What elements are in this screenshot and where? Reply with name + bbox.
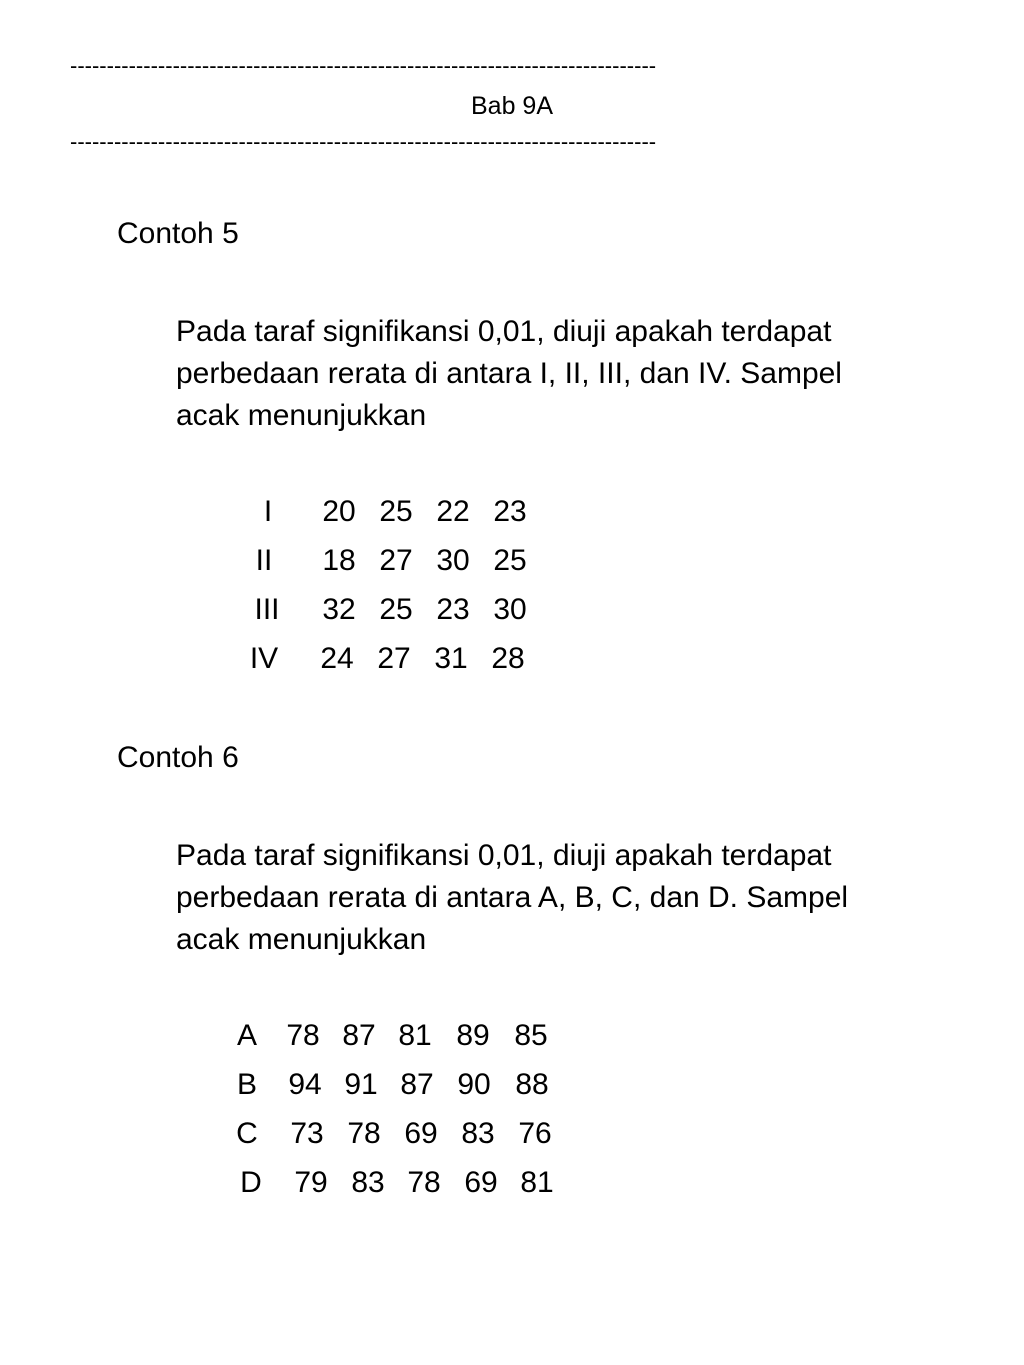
paragraph-line: acak menunjukkan xyxy=(176,923,427,956)
paragraph-line: Pada taraf signifikansi 0,01, diuji apakah terdapat xyxy=(176,839,832,872)
example-5-heading: Contoh 5 xyxy=(117,217,239,250)
data-cell: 28 xyxy=(491,642,525,675)
row-label: D xyxy=(240,1166,262,1199)
data-cell: 25 xyxy=(379,593,413,626)
data-cell: 31 xyxy=(434,642,468,675)
data-cell: 27 xyxy=(377,642,411,675)
data-row-D xyxy=(0,1163,1024,1203)
example-5-paragraph xyxy=(176,311,976,437)
data-cell: 91 xyxy=(344,1068,378,1101)
data-cell: 18 xyxy=(322,544,356,577)
data-row-I xyxy=(0,492,1024,532)
data-row-A xyxy=(0,1016,1024,1056)
data-cell: 24 xyxy=(320,642,354,675)
data-cell: 23 xyxy=(493,495,527,528)
data-cell: 89 xyxy=(456,1019,490,1052)
data-cell: 30 xyxy=(493,593,527,626)
data-row-III xyxy=(0,590,1024,630)
data-cell: 87 xyxy=(342,1019,376,1052)
data-cell: 81 xyxy=(398,1019,432,1052)
data-cell: 69 xyxy=(464,1166,498,1199)
data-cell: 23 xyxy=(436,593,470,626)
data-cell: 73 xyxy=(290,1117,324,1150)
example-6-paragraph xyxy=(176,835,976,961)
example-6-heading: Contoh 6 xyxy=(117,741,239,774)
data-cell: 78 xyxy=(407,1166,441,1199)
data-cell: 94 xyxy=(288,1068,322,1101)
data-cell: 85 xyxy=(514,1019,548,1052)
data-cell: 81 xyxy=(520,1166,554,1199)
data-cell: 30 xyxy=(436,544,470,577)
data-row-IV xyxy=(0,639,1024,679)
data-row-B xyxy=(0,1065,1024,1105)
paragraph-line: acak menunjukkan xyxy=(176,399,427,432)
data-cell: 83 xyxy=(351,1166,385,1199)
data-cell: 25 xyxy=(379,495,413,528)
row-label: B xyxy=(236,1068,257,1101)
data-cell: 78 xyxy=(347,1117,381,1150)
data-cell: 32 xyxy=(322,593,356,626)
data-cell: 90 xyxy=(457,1068,491,1101)
data-cell: 78 xyxy=(286,1019,320,1052)
data-cell: 88 xyxy=(515,1068,549,1101)
row-label: A xyxy=(236,1019,257,1052)
data-cell: 79 xyxy=(294,1166,328,1199)
bottom-dashed-rule: -------------------------------------------------------------------------------- xyxy=(70,129,657,154)
data-row-C xyxy=(0,1114,1024,1154)
paragraph-line: Pada taraf signifikansi 0,01, diuji apakah terdapat xyxy=(176,315,832,348)
data-cell: 22 xyxy=(436,495,470,528)
data-row-II xyxy=(0,541,1024,581)
data-cell: 25 xyxy=(493,544,527,577)
paragraph-line: perbedaan rerata di antara I, II, III, dan IV. Sampel xyxy=(176,357,842,390)
data-cell: 69 xyxy=(404,1117,438,1150)
top-dashed-rule: -------------------------------------------------------------------------------- xyxy=(70,53,657,78)
paragraph-line: perbedaan rerata di antara A, B, C, dan D. Sampel xyxy=(176,881,849,914)
row-label: IV xyxy=(249,642,279,675)
row-label: I xyxy=(263,495,273,528)
row-label: C xyxy=(236,1117,258,1150)
data-cell: 27 xyxy=(379,544,413,577)
row-label: II xyxy=(255,544,273,577)
data-cell: 76 xyxy=(518,1117,552,1150)
data-cell: 83 xyxy=(461,1117,495,1150)
data-cell: 20 xyxy=(322,495,356,528)
chapter-title: Bab 9A xyxy=(470,92,553,120)
data-cell: 87 xyxy=(400,1068,434,1101)
row-label: III xyxy=(254,593,280,626)
